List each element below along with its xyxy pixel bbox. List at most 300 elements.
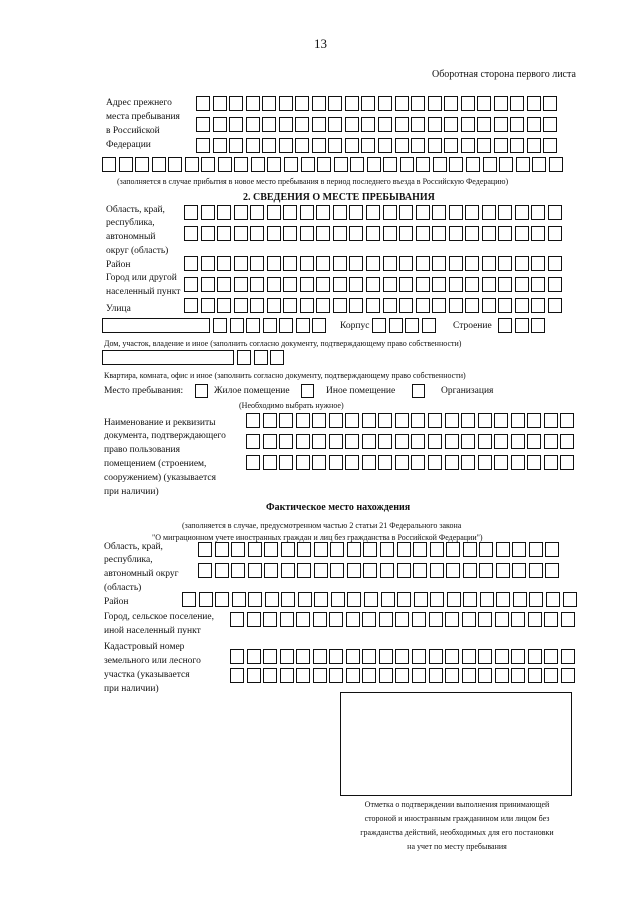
char-cell[interactable] — [478, 668, 492, 683]
char-cell[interactable] — [213, 117, 227, 132]
char-cell[interactable] — [201, 277, 215, 292]
char-cell[interactable] — [548, 226, 562, 241]
char-cell[interactable] — [528, 649, 542, 664]
char-cell[interactable] — [531, 277, 545, 292]
char-cell[interactable] — [399, 226, 413, 241]
char-cell[interactable] — [548, 277, 562, 292]
char-cell[interactable] — [548, 298, 562, 313]
char-cell[interactable] — [411, 138, 425, 153]
char-cell[interactable] — [412, 612, 426, 627]
char-cell[interactable] — [400, 157, 414, 172]
char-cell[interactable] — [267, 157, 281, 172]
char-cell[interactable] — [263, 413, 277, 428]
char-cell[interactable] — [379, 668, 393, 683]
char-cell[interactable] — [280, 612, 294, 627]
char-cell[interactable] — [184, 256, 198, 271]
char-cell[interactable] — [444, 96, 458, 111]
char-cell[interactable] — [313, 668, 327, 683]
char-cell[interactable] — [494, 96, 508, 111]
char-cell[interactable] — [480, 592, 494, 607]
char-cell[interactable] — [463, 563, 477, 578]
char-cell[interactable] — [496, 563, 510, 578]
char-cell[interactable] — [349, 277, 363, 292]
char-cell[interactable] — [430, 563, 444, 578]
char-cell[interactable] — [296, 455, 310, 470]
char-cell[interactable] — [349, 256, 363, 271]
char-cell[interactable] — [152, 157, 166, 172]
char-cell[interactable] — [531, 318, 545, 333]
char-cell[interactable] — [217, 256, 231, 271]
char-cell[interactable] — [513, 592, 527, 607]
char-cell[interactable] — [229, 117, 243, 132]
char-cell[interactable] — [314, 563, 328, 578]
char-cell[interactable] — [462, 668, 476, 683]
char-cell[interactable] — [444, 117, 458, 132]
char-cell[interactable] — [215, 592, 229, 607]
char-cell[interactable] — [479, 542, 493, 557]
char-cell[interactable] — [383, 157, 397, 172]
char-cell[interactable] — [281, 542, 295, 557]
char-cell[interactable] — [362, 649, 376, 664]
char-cell[interactable] — [246, 96, 260, 111]
char-cell[interactable] — [511, 612, 525, 627]
char-cell[interactable] — [378, 138, 392, 153]
char-cell[interactable] — [247, 649, 261, 664]
char-cell[interactable] — [412, 668, 426, 683]
char-cell[interactable] — [246, 138, 260, 153]
char-cell[interactable] — [372, 318, 386, 333]
char-cell[interactable] — [201, 256, 215, 271]
char-cell[interactable] — [281, 592, 295, 607]
char-cell[interactable] — [428, 96, 442, 111]
char-cell[interactable] — [196, 117, 210, 132]
char-cell[interactable] — [329, 455, 343, 470]
char-cell[interactable] — [560, 434, 574, 449]
char-cell[interactable] — [215, 542, 229, 557]
char-cell[interactable] — [496, 542, 510, 557]
char-cell[interactable] — [482, 298, 496, 313]
char-cell[interactable] — [416, 157, 430, 172]
char-cell[interactable] — [498, 277, 512, 292]
city-row[interactable] — [184, 277, 565, 292]
char-cell[interactable] — [184, 226, 198, 241]
char-cell[interactable] — [482, 277, 496, 292]
char-cell[interactable] — [250, 277, 264, 292]
char-cell[interactable] — [528, 668, 542, 683]
char-cell[interactable] — [381, 592, 395, 607]
char-cell[interactable] — [350, 157, 364, 172]
char-cell[interactable] — [378, 96, 392, 111]
char-cell[interactable] — [213, 96, 227, 111]
char-cell[interactable] — [201, 226, 215, 241]
char-cell[interactable] — [496, 592, 510, 607]
char-cell[interactable] — [296, 413, 310, 428]
char-cell[interactable] — [230, 649, 244, 664]
char-cell[interactable] — [494, 434, 508, 449]
char-cell[interactable] — [478, 434, 492, 449]
char-cell[interactable] — [312, 434, 326, 449]
char-cell[interactable] — [561, 612, 575, 627]
char-cell[interactable] — [510, 138, 524, 153]
char-cell[interactable] — [494, 413, 508, 428]
char-cell[interactable] — [296, 318, 310, 333]
char-cell[interactable] — [494, 138, 508, 153]
char-cell[interactable] — [416, 256, 430, 271]
char-cell[interactable] — [447, 592, 461, 607]
char-cell[interactable] — [397, 563, 411, 578]
char-cell[interactable] — [544, 612, 558, 627]
char-cell[interactable] — [561, 649, 575, 664]
actual-region-row-2[interactable] — [198, 563, 562, 578]
char-cell[interactable] — [217, 298, 231, 313]
char-cell[interactable] — [461, 434, 475, 449]
char-cell[interactable] — [389, 318, 403, 333]
char-cell[interactable] — [495, 612, 509, 627]
organization-checkbox[interactable] — [412, 384, 425, 398]
char-cell[interactable] — [334, 157, 348, 172]
char-cell[interactable] — [312, 318, 326, 333]
char-cell[interactable] — [279, 96, 293, 111]
char-cell[interactable] — [296, 668, 310, 683]
char-cell[interactable] — [479, 563, 493, 578]
char-cell[interactable] — [246, 117, 260, 132]
house-wide-field[interactable] — [102, 318, 210, 333]
char-cell[interactable] — [413, 542, 427, 557]
char-cell[interactable] — [432, 298, 446, 313]
char-cell[interactable] — [247, 668, 261, 683]
char-cell[interactable] — [366, 256, 380, 271]
char-cell[interactable] — [511, 649, 525, 664]
char-cell[interactable] — [532, 157, 546, 172]
char-cell[interactable] — [449, 256, 463, 271]
char-cell[interactable] — [416, 205, 430, 220]
char-cell[interactable] — [477, 117, 491, 132]
char-cell[interactable] — [478, 413, 492, 428]
char-cell[interactable] — [543, 117, 557, 132]
char-cell[interactable] — [313, 612, 327, 627]
char-cell[interactable] — [449, 205, 463, 220]
char-cell[interactable] — [515, 226, 529, 241]
char-cell[interactable] — [313, 649, 327, 664]
char-cell[interactable] — [264, 542, 278, 557]
char-cell[interactable] — [399, 277, 413, 292]
char-cell[interactable] — [383, 298, 397, 313]
document-row-2[interactable] — [246, 434, 577, 449]
char-cell[interactable] — [544, 668, 558, 683]
char-cell[interactable] — [185, 157, 199, 172]
char-cell[interactable] — [531, 256, 545, 271]
char-cell[interactable] — [330, 563, 344, 578]
char-cell[interactable] — [465, 205, 479, 220]
char-cell[interactable] — [483, 157, 497, 172]
cadastral-row-2[interactable] — [230, 668, 577, 683]
char-cell[interactable] — [366, 298, 380, 313]
char-cell[interactable] — [378, 434, 392, 449]
char-cell[interactable] — [297, 563, 311, 578]
char-cell[interactable] — [395, 117, 409, 132]
char-cell[interactable] — [263, 318, 277, 333]
char-cell[interactable] — [495, 668, 509, 683]
char-cell[interactable] — [383, 256, 397, 271]
char-cell[interactable] — [363, 563, 377, 578]
char-cell[interactable] — [251, 157, 265, 172]
char-cell[interactable] — [316, 277, 330, 292]
char-cell[interactable] — [428, 413, 442, 428]
char-cell[interactable] — [263, 434, 277, 449]
char-cell[interactable] — [349, 226, 363, 241]
char-cell[interactable] — [498, 256, 512, 271]
char-cell[interactable] — [345, 96, 359, 111]
char-cell[interactable] — [297, 542, 311, 557]
district-row[interactable] — [184, 256, 565, 271]
char-cell[interactable] — [511, 455, 525, 470]
char-cell[interactable] — [515, 298, 529, 313]
char-cell[interactable] — [366, 205, 380, 220]
char-cell[interactable] — [515, 277, 529, 292]
char-cell[interactable] — [333, 205, 347, 220]
char-cell[interactable] — [560, 455, 574, 470]
char-cell[interactable] — [544, 649, 558, 664]
apartment-wide-field[interactable] — [102, 350, 234, 365]
char-cell[interactable] — [346, 649, 360, 664]
char-cell[interactable] — [254, 350, 268, 365]
char-cell[interactable] — [231, 563, 245, 578]
prev-address-row-4[interactable] — [102, 157, 565, 172]
char-cell[interactable] — [263, 649, 277, 664]
char-cell[interactable] — [362, 455, 376, 470]
char-cell[interactable] — [463, 542, 477, 557]
char-cell[interactable] — [378, 413, 392, 428]
char-cell[interactable] — [429, 612, 443, 627]
document-row-3[interactable] — [246, 455, 577, 470]
char-cell[interactable] — [563, 592, 577, 607]
char-cell[interactable] — [229, 138, 243, 153]
char-cell[interactable] — [279, 413, 293, 428]
char-cell[interactable] — [199, 592, 213, 607]
char-cell[interactable] — [511, 413, 525, 428]
char-cell[interactable] — [561, 668, 575, 683]
char-cell[interactable] — [295, 138, 309, 153]
char-cell[interactable] — [283, 205, 297, 220]
char-cell[interactable] — [283, 277, 297, 292]
char-cell[interactable] — [329, 434, 343, 449]
char-cell[interactable] — [135, 157, 149, 172]
char-cell[interactable] — [510, 96, 524, 111]
char-cell[interactable] — [361, 96, 375, 111]
char-cell[interactable] — [482, 226, 496, 241]
char-cell[interactable] — [411, 117, 425, 132]
char-cell[interactable] — [232, 592, 246, 607]
char-cell[interactable] — [347, 592, 361, 607]
char-cell[interactable] — [399, 298, 413, 313]
char-cell[interactable] — [347, 542, 361, 557]
char-cell[interactable] — [543, 138, 557, 153]
char-cell[interactable] — [465, 298, 479, 313]
char-cell[interactable] — [263, 668, 277, 683]
char-cell[interactable] — [333, 277, 347, 292]
apartment-cells[interactable] — [237, 350, 287, 365]
char-cell[interactable] — [446, 563, 460, 578]
living-checkbox[interactable] — [195, 384, 208, 398]
char-cell[interactable] — [395, 96, 409, 111]
char-cell[interactable] — [316, 256, 330, 271]
char-cell[interactable] — [267, 298, 281, 313]
char-cell[interactable] — [231, 542, 245, 557]
char-cell[interactable] — [548, 256, 562, 271]
char-cell[interactable] — [529, 563, 543, 578]
char-cell[interactable] — [298, 592, 312, 607]
char-cell[interactable] — [265, 592, 279, 607]
char-cell[interactable] — [428, 138, 442, 153]
char-cell[interactable] — [428, 434, 442, 449]
char-cell[interactable] — [329, 413, 343, 428]
char-cell[interactable] — [531, 298, 545, 313]
char-cell[interactable] — [416, 277, 430, 292]
house-cells[interactable] — [213, 318, 329, 333]
char-cell[interactable] — [230, 612, 244, 627]
char-cell[interactable] — [363, 542, 377, 557]
char-cell[interactable] — [461, 413, 475, 428]
char-cell[interactable] — [234, 205, 248, 220]
char-cell[interactable] — [449, 277, 463, 292]
char-cell[interactable] — [413, 563, 427, 578]
char-cell[interactable] — [445, 413, 459, 428]
char-cell[interactable] — [234, 256, 248, 271]
char-cell[interactable] — [548, 205, 562, 220]
char-cell[interactable] — [168, 157, 182, 172]
char-cell[interactable] — [333, 226, 347, 241]
char-cell[interactable] — [445, 649, 459, 664]
korpus-cells[interactable] — [372, 318, 438, 333]
char-cell[interactable] — [395, 612, 409, 627]
char-cell[interactable] — [270, 350, 284, 365]
char-cell[interactable] — [283, 298, 297, 313]
char-cell[interactable] — [545, 563, 559, 578]
char-cell[interactable] — [346, 612, 360, 627]
char-cell[interactable] — [300, 205, 314, 220]
char-cell[interactable] — [312, 455, 326, 470]
char-cell[interactable] — [201, 205, 215, 220]
char-cell[interactable] — [267, 205, 281, 220]
char-cell[interactable] — [395, 455, 409, 470]
char-cell[interactable] — [528, 612, 542, 627]
char-cell[interactable] — [246, 318, 260, 333]
char-cell[interactable] — [250, 205, 264, 220]
char-cell[interactable] — [378, 455, 392, 470]
char-cell[interactable] — [411, 413, 425, 428]
char-cell[interactable] — [461, 455, 475, 470]
char-cell[interactable] — [316, 226, 330, 241]
char-cell[interactable] — [349, 298, 363, 313]
char-cell[interactable] — [527, 96, 541, 111]
char-cell[interactable] — [230, 318, 244, 333]
char-cell[interactable] — [511, 668, 525, 683]
char-cell[interactable] — [267, 277, 281, 292]
char-cell[interactable] — [345, 138, 359, 153]
char-cell[interactable] — [383, 226, 397, 241]
char-cell[interactable] — [301, 157, 315, 172]
char-cell[interactable] — [296, 434, 310, 449]
char-cell[interactable] — [527, 434, 541, 449]
char-cell[interactable] — [380, 563, 394, 578]
char-cell[interactable] — [184, 277, 198, 292]
char-cell[interactable] — [279, 117, 293, 132]
char-cell[interactable] — [246, 434, 260, 449]
actual-district-row[interactable] — [182, 592, 579, 607]
char-cell[interactable] — [367, 157, 381, 172]
prev-address-row-3[interactable] — [196, 138, 560, 153]
char-cell[interactable] — [515, 318, 529, 333]
char-cell[interactable] — [213, 318, 227, 333]
char-cell[interactable] — [312, 413, 326, 428]
char-cell[interactable] — [422, 318, 436, 333]
char-cell[interactable] — [499, 157, 513, 172]
char-cell[interactable] — [329, 612, 343, 627]
char-cell[interactable] — [345, 413, 359, 428]
char-cell[interactable] — [237, 350, 251, 365]
char-cell[interactable] — [478, 649, 492, 664]
char-cell[interactable] — [512, 563, 526, 578]
char-cell[interactable] — [399, 256, 413, 271]
char-cell[interactable] — [280, 649, 294, 664]
char-cell[interactable] — [411, 96, 425, 111]
prev-address-row-2[interactable] — [196, 117, 560, 132]
char-cell[interactable] — [196, 138, 210, 153]
char-cell[interactable] — [296, 612, 310, 627]
char-cell[interactable] — [383, 205, 397, 220]
char-cell[interactable] — [399, 205, 413, 220]
char-cell[interactable] — [560, 413, 574, 428]
char-cell[interactable] — [295, 117, 309, 132]
char-cell[interactable] — [312, 96, 326, 111]
char-cell[interactable] — [201, 157, 215, 172]
char-cell[interactable] — [433, 157, 447, 172]
char-cell[interactable] — [395, 138, 409, 153]
char-cell[interactable] — [432, 256, 446, 271]
char-cell[interactable] — [395, 668, 409, 683]
char-cell[interactable] — [312, 117, 326, 132]
char-cell[interactable] — [515, 256, 529, 271]
char-cell[interactable] — [429, 668, 443, 683]
char-cell[interactable] — [463, 592, 477, 607]
char-cell[interactable] — [461, 96, 475, 111]
char-cell[interactable] — [498, 318, 512, 333]
char-cell[interactable] — [498, 226, 512, 241]
char-cell[interactable] — [217, 226, 231, 241]
char-cell[interactable] — [328, 138, 342, 153]
char-cell[interactable] — [248, 542, 262, 557]
char-cell[interactable] — [333, 256, 347, 271]
char-cell[interactable] — [414, 592, 428, 607]
char-cell[interactable] — [527, 138, 541, 153]
char-cell[interactable] — [495, 649, 509, 664]
char-cell[interactable] — [300, 256, 314, 271]
char-cell[interactable] — [445, 668, 459, 683]
char-cell[interactable] — [383, 277, 397, 292]
cadastral-row-1[interactable] — [230, 649, 577, 664]
char-cell[interactable] — [329, 668, 343, 683]
char-cell[interactable] — [366, 277, 380, 292]
char-cell[interactable] — [328, 117, 342, 132]
char-cell[interactable] — [531, 205, 545, 220]
char-cell[interactable] — [430, 542, 444, 557]
char-cell[interactable] — [416, 298, 430, 313]
char-cell[interactable] — [429, 649, 443, 664]
char-cell[interactable] — [397, 542, 411, 557]
char-cell[interactable] — [545, 542, 559, 557]
char-cell[interactable] — [196, 96, 210, 111]
char-cell[interactable] — [527, 117, 541, 132]
